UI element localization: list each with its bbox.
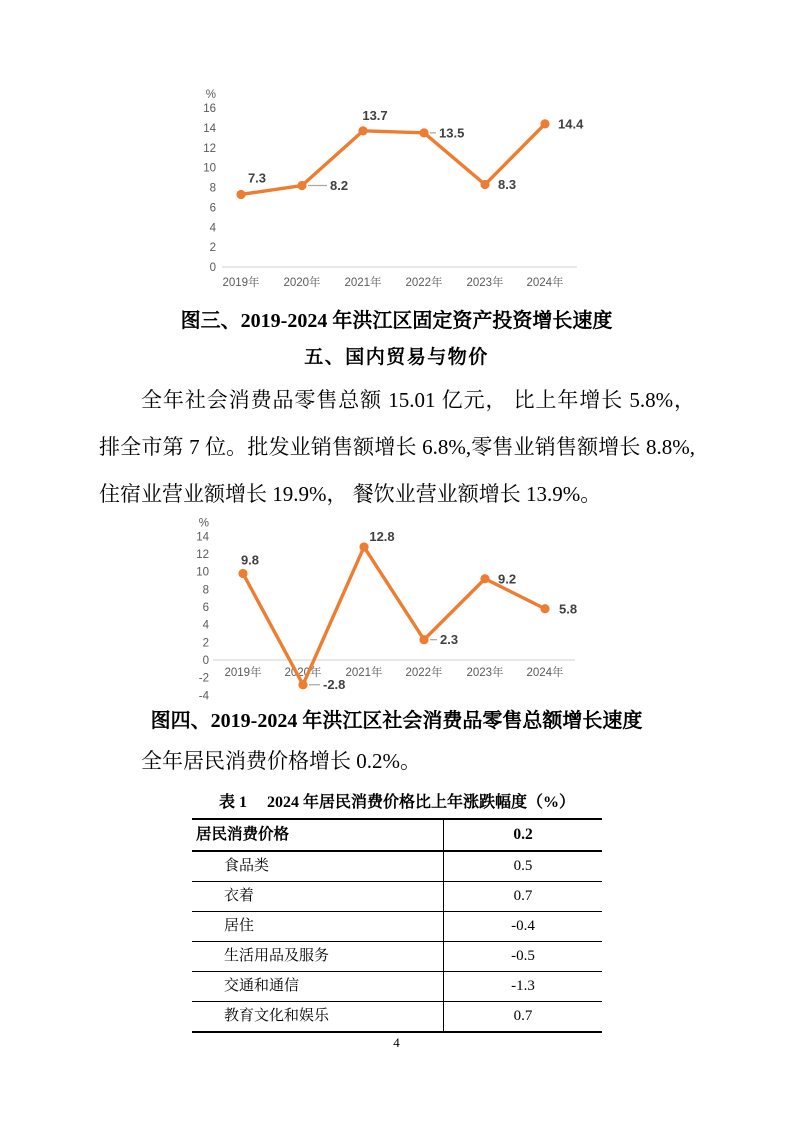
- paragraph-line: 住宿业营业额增长 19.9%， 餐饮业营业额增长 13.9%。: [99, 482, 602, 506]
- svg-text:2019年: 2019年: [222, 277, 260, 289]
- svg-text:13.5: 13.5: [439, 125, 465, 141]
- svg-text:2023年: 2023年: [466, 277, 504, 289]
- row-value: -1.3: [443, 972, 602, 1001]
- fig3-line-chart: [195, 88, 595, 300]
- svg-text:10: 10: [203, 162, 216, 175]
- svg-text:2024年: 2024年: [526, 277, 564, 289]
- svg-text:10: 10: [196, 566, 209, 579]
- row-value: -0.5: [443, 942, 602, 971]
- svg-text:2021年: 2021年: [344, 277, 382, 289]
- cpi-table: [192, 791, 602, 1033]
- page-number: 4: [393, 1035, 400, 1050]
- row-value: 0.7: [443, 1002, 602, 1031]
- svg-text:12.8: 12.8: [369, 528, 395, 544]
- svg-text:2020年: 2020年: [283, 277, 321, 289]
- svg-text:16: 16: [203, 103, 216, 115]
- paragraph-line: 排全市第 7 位。批发业销售额增长 6.8%,零售业销售额增长 8.8%,: [99, 435, 695, 459]
- svg-text:2019年: 2019年: [224, 667, 262, 679]
- svg-text:4: 4: [209, 222, 216, 235]
- table-title: 表 1 2024 年居民消费价格比上年涨跌幅度（%）: [218, 794, 575, 811]
- svg-text:14.4: 14.4: [558, 116, 584, 132]
- svg-text:2: 2: [202, 637, 209, 650]
- svg-text:-2: -2: [198, 672, 209, 685]
- svg-text:9.2: 9.2: [498, 571, 517, 587]
- svg-text:12: 12: [203, 142, 216, 155]
- svg-text:2020年: 2020年: [284, 667, 322, 679]
- svg-text:12: 12: [196, 549, 209, 562]
- svg-text:8.3: 8.3: [498, 177, 517, 193]
- row-label: 衣着: [224, 888, 255, 904]
- row-label: 生活用品及服务: [224, 948, 330, 964]
- fig4-caption: 图四、2019-2024 年洪江区社会消费品零售总额增长速度: [150, 710, 643, 732]
- svg-text:9.8: 9.8: [240, 552, 260, 568]
- svg-text:2021年: 2021年: [345, 667, 383, 679]
- svg-text:6: 6: [202, 602, 209, 615]
- trade-paragraph: [99, 377, 695, 518]
- row-label: 交通和通信: [224, 978, 300, 994]
- paragraph-line: 全年社会消费品零售总额 15.01 亿元， 比上年增长 5.8%，: [141, 388, 695, 412]
- table-row: [192, 912, 602, 942]
- row-label: 居民消费价格: [196, 826, 290, 843]
- svg-text:0: 0: [209, 262, 216, 274]
- table-row: [192, 882, 602, 912]
- svg-text:8: 8: [209, 182, 216, 195]
- row-value: 0.5: [443, 852, 602, 881]
- table-row: [192, 972, 602, 1002]
- table-row: [192, 942, 602, 972]
- svg-text:14: 14: [196, 531, 209, 544]
- row-value: -0.4: [443, 912, 602, 941]
- svg-text:-2.8: -2.8: [323, 677, 346, 693]
- cpi-paragraph: 全年居民消费价格增长 0.2%。: [141, 749, 421, 773]
- svg-text:2023年: 2023年: [466, 667, 504, 679]
- svg-text:2024年: 2024年: [526, 667, 564, 679]
- svg-text:2.3: 2.3: [440, 632, 459, 648]
- row-value: 0.7: [443, 882, 602, 911]
- svg-text:8: 8: [202, 584, 209, 597]
- svg-text:2: 2: [209, 242, 216, 255]
- svg-text:2022年: 2022年: [405, 667, 443, 679]
- row-label: 教育文化和娱乐: [224, 1008, 330, 1024]
- svg-text:7.3: 7.3: [247, 170, 267, 186]
- svg-text:6: 6: [209, 202, 216, 215]
- row-label: 居住: [224, 918, 255, 934]
- svg-text:0: 0: [202, 655, 209, 667]
- fig4-line-chart: [185, 515, 590, 705]
- section-heading: 五、国内贸易与物价: [304, 347, 489, 368]
- svg-text:13.7: 13.7: [362, 107, 388, 123]
- svg-text:5.8: 5.8: [559, 601, 578, 617]
- table-grid: [192, 818, 602, 1033]
- svg-text:%: %: [198, 517, 209, 530]
- row-value: 0.2: [443, 820, 602, 850]
- svg-text:4: 4: [202, 619, 209, 632]
- table-row: [192, 1002, 602, 1031]
- row-label: 食品类: [224, 858, 270, 874]
- svg-text:8.2: 8.2: [330, 178, 349, 194]
- table-row: [192, 852, 602, 882]
- svg-text:2022年: 2022年: [405, 277, 443, 289]
- fig3-caption: 图三、2019-2024 年洪江区固定资产投资增长速度: [180, 310, 613, 332]
- svg-text:-4: -4: [198, 690, 209, 703]
- svg-text:14: 14: [203, 122, 216, 135]
- table-row: [192, 820, 602, 852]
- svg-text:%: %: [205, 89, 216, 101]
